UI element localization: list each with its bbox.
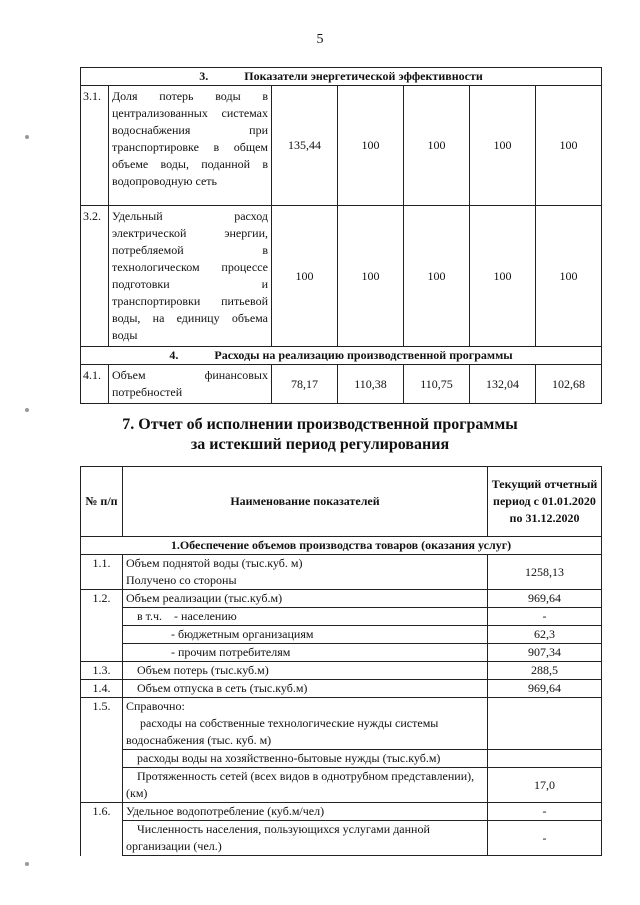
row-value: 100 — [470, 206, 536, 347]
row-value: 100 — [272, 206, 338, 347]
section-title: 1.Обеспечение объемов производства товаров (оказания услуг) — [81, 537, 602, 555]
row-name: Объем финансовых потребностей — [109, 365, 272, 404]
row-value: 1258,13 — [488, 555, 602, 590]
table-row — [81, 750, 602, 768]
row-name: Удельный расход электрической энергии, потребляемой в технологическом процессе подготовки и транспортировки питьевой воды, на единицу объема воды — [109, 206, 272, 347]
table-row — [81, 662, 602, 680]
row-name: Объем отпуска в сеть (тыс.куб.м) — [123, 680, 488, 698]
scan-mark — [25, 135, 29, 139]
row-name: - бюджетным организациям — [123, 626, 488, 644]
row-name: Удельное водопотребление (куб.м/чел) — [123, 803, 488, 821]
row-name: Численность населения, пользующихся услугами данной организации (чел.) — [123, 821, 488, 856]
table-row — [81, 821, 602, 856]
row-number: 1.5. — [81, 698, 123, 803]
row-name-line: Объем поднятой воды (тыс.куб. м) — [126, 556, 303, 570]
row-value: 100 — [338, 86, 404, 206]
table-row — [81, 555, 602, 590]
row-number: 1.4. — [81, 680, 123, 698]
section-3-row — [81, 68, 602, 86]
section-1-row — [81, 537, 602, 555]
table-row — [81, 86, 602, 206]
row-name: Доля потерь воды в централизованных системах водоснабжения при транспортировке в общем объеме воды, поданной в водопроводную сеть — [109, 86, 272, 206]
table-row — [81, 626, 602, 644]
scan-mark — [25, 862, 29, 866]
row-number: 1.3. — [81, 662, 123, 680]
row-value: 17,0 — [488, 768, 602, 803]
row-value: 78,17 — [272, 365, 338, 404]
table-row — [81, 768, 602, 803]
table-row — [81, 608, 602, 626]
report-table — [80, 466, 602, 856]
row-value: 102,68 — [536, 365, 602, 404]
row-value: 969,64 — [488, 680, 602, 698]
row-value: 907,34 — [488, 644, 602, 662]
table-row — [81, 644, 602, 662]
row-value: 969,64 — [488, 590, 602, 608]
row-name — [123, 555, 488, 590]
row-value: 100 — [536, 206, 602, 347]
row-value: 100 — [536, 86, 602, 206]
section-number: 4. — [169, 348, 179, 362]
table-row — [81, 803, 602, 821]
row-value — [488, 698, 602, 750]
row-number: 3.1. — [81, 86, 109, 206]
table-row — [81, 590, 602, 608]
row-name: Протяженность сетей (всех видов в однотрубном представлении), (км) — [123, 768, 488, 803]
section-number: 3. — [199, 69, 209, 83]
report-heading — [0, 415, 640, 455]
row-value: 100 — [404, 206, 470, 347]
section-title: Показатели энергетической эффективности — [244, 69, 483, 83]
row-name: Объем реализации (тыс.куб.м) — [123, 590, 488, 608]
row-value: 110,38 — [338, 365, 404, 404]
row-name — [123, 698, 488, 750]
row-number: 1.6. — [81, 803, 123, 856]
column-header-name: Наименование показателей — [123, 467, 488, 537]
row-name-line: Получено со стороны — [126, 573, 237, 587]
row-value: 288,5 — [488, 662, 602, 680]
row-value: 100 — [470, 86, 536, 206]
row-value: 135,44 — [272, 86, 338, 206]
section-4-row — [81, 347, 602, 365]
row-value: - — [488, 821, 602, 856]
column-header-number: № п/п — [81, 467, 123, 537]
row-name-line: Справочно: — [126, 699, 185, 713]
report-title-line-1: 7. Отчет об исполнении производственной программы — [122, 416, 518, 433]
table-row — [81, 698, 602, 750]
report-title-line-2: за истекший период регулирования — [190, 436, 450, 453]
table-row — [81, 206, 602, 347]
row-name: - прочим потребителям — [123, 644, 488, 662]
column-header-period: Текущий отчетный период с 01.01.2020 по 31.12.2020 — [488, 467, 602, 537]
row-name: Объем потерь (тыс.куб.м) — [123, 662, 488, 680]
row-name: в т.ч. - населению — [123, 608, 488, 626]
row-value — [488, 750, 602, 768]
row-value: - — [488, 803, 602, 821]
row-value: 62,3 — [488, 626, 602, 644]
row-value: 100 — [404, 86, 470, 206]
row-number: 1.1. — [81, 555, 123, 590]
row-number: 4.1. — [81, 365, 109, 404]
row-value: - — [488, 608, 602, 626]
row-value: 132,04 — [470, 365, 536, 404]
row-number: 3.2. — [81, 206, 109, 347]
section-title: Расходы на реализацию производственной программы — [214, 348, 513, 362]
row-value: 110,75 — [404, 365, 470, 404]
scan-mark — [25, 408, 29, 412]
table-row — [81, 680, 602, 698]
row-value: 100 — [338, 206, 404, 347]
row-name-line: расходы на собственные технологические нужды системы водоснабжения (тыс. куб. м) — [126, 716, 439, 747]
page-number: 5 — [316, 32, 324, 47]
header-row — [81, 467, 602, 537]
row-number: 1.2. — [81, 590, 123, 662]
table-row — [81, 365, 602, 404]
row-name: расходы воды на хозяйственно-бытовые нужды (тыс.куб.м) — [123, 750, 488, 768]
efficiency-table — [80, 67, 602, 404]
